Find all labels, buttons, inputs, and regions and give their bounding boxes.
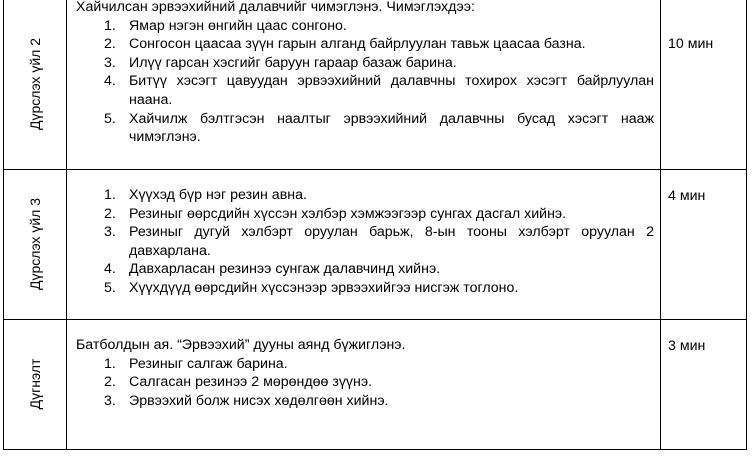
activity-cell [76, 0, 654, 169]
step-text: Резиныг салгаж барина. [129, 355, 288, 372]
list-item [76, 186, 654, 205]
step-number: 1. [104, 355, 116, 372]
list-item [76, 279, 654, 298]
list-item [76, 223, 654, 260]
step-number: 5. [104, 279, 116, 296]
step-list [76, 186, 654, 298]
activity-intro: Хайчилсан эрвээхийний далавчийг чимэглэнэ. Чимэглэхдээ: [76, 0, 475, 15]
step-text: Резиныг өөрсдийн хүссэн хэлбэр хэмжээгээр сунгах дасгал хийнэ. [129, 205, 567, 222]
table-row [3, 169, 747, 320]
stage-label: Дүгнэлт [27, 358, 43, 410]
step-number: 4. [104, 261, 116, 278]
step-text: Ямар нэгэн өнгийн цаас сонгоно. [129, 17, 347, 34]
step-text: Эрвээхий болж нисэх хөдөлгөөн хийнэ. [129, 392, 389, 409]
step-text: Битүү хэсэгт цавуудан эрвээхийний далавчны тохирох хэсэгт байрлуулан наана. [129, 73, 654, 108]
list-item [76, 260, 654, 279]
stage-cell [4, 319, 66, 449]
step-text: Сонгосон цаасаа зүүн гарын алганд байрлуулан тавьж цаасаа базна. [129, 36, 586, 53]
step-text: Хайчилж бэлтгэсэн наалтыг эрвээхийний далавчны бусад хэсэгт нааж чимэглэнэ. [129, 110, 654, 146]
step-number: 2. [104, 205, 116, 222]
lesson-table [3, 0, 747, 450]
list-item [76, 110, 654, 147]
step-number: 3. [104, 54, 116, 71]
step-list [76, 17, 654, 147]
activity-cell [76, 186, 654, 336]
step-number: 3. [104, 392, 116, 409]
step-text: Хүүхэд бүр нэг резин авна. [129, 187, 307, 203]
step-number: 1. [104, 187, 116, 203]
step-text: Хүүхдүүд өөрсдийн хүссэнээр эрвээхийгээ нисгэж тоглоно. [129, 279, 519, 296]
duration-cell: 3 мин [668, 338, 706, 354]
stage-label: Дүрслэх үйл 3 [27, 198, 43, 290]
activity-cell [76, 336, 654, 466]
list-item [76, 17, 654, 36]
step-number: 5. [104, 110, 116, 127]
duration-cell: 10 мин [668, 36, 714, 52]
step-number: 4. [104, 73, 116, 90]
step-number: 2. [104, 36, 116, 53]
stage-cell [4, 169, 66, 319]
activity-intro: Батболдын ая. “Эрвээхий” дууны аянд бүжиглэнэ. [76, 337, 406, 353]
stage-cell [4, 0, 66, 169]
step-number: 1. [104, 17, 116, 34]
table-row [3, 319, 747, 450]
duration-cell: 4 мин [668, 188, 706, 204]
list-item [76, 355, 654, 374]
list-item [76, 205, 654, 224]
list-item [76, 72, 654, 109]
list-item [76, 373, 654, 392]
step-number: 2. [104, 374, 116, 391]
list-item [76, 392, 654, 411]
step-number: 3. [104, 224, 116, 241]
step-text: Давхарласан резинээ сунгаж далавчинд хийнэ. [129, 261, 441, 278]
step-text: Резиныг дугуй хэлбэрт оруулан барьж, 8-ын тооны хэлбэрт оруулан 2 давхарлана. [129, 224, 654, 259]
step-text: Илүү гарсан хэсгийг баруун гараар базаж барина. [129, 54, 457, 71]
list-item [76, 35, 654, 54]
step-text: Салгасан резинээ 2 мөрөндөө зүүнэ. [129, 374, 373, 391]
list-item [76, 54, 654, 73]
step-list [76, 355, 654, 411]
stage-label: Дүрслэх үйл 2 [27, 37, 43, 130]
table-row [3, 0, 747, 170]
